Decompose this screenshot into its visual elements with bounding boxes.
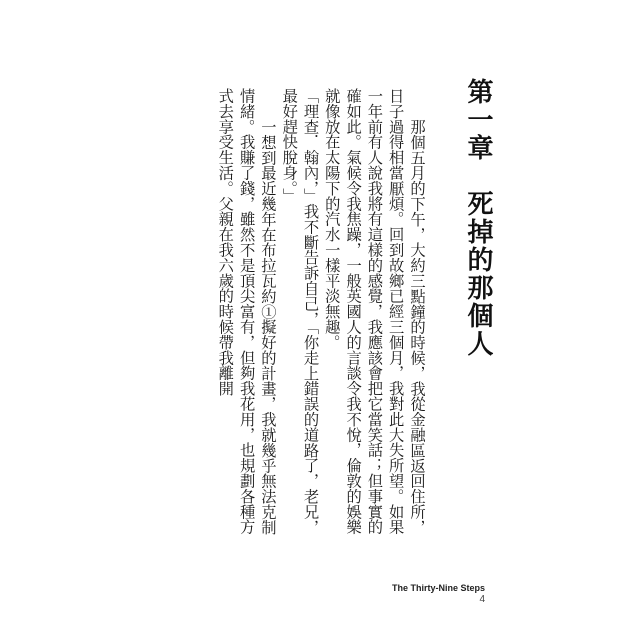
running-footer-book-title: The Thirty-Nine Steps (391, 583, 485, 593)
chapter-title: 第一章 死掉的那個人 (463, 78, 493, 358)
paragraph-2: 「理查．翰內，」我不斷告訴自己，「你走上錯誤的道路了，老兄，最好趕快脫身。」 (280, 88, 320, 535)
paragraph-3: 一想到最近幾年在布拉瓦約①擬好的計畫，我就幾乎無法克制情緒。我賺了錢，雖然不是頂尖富有，但夠我花用，也規劃各種方式去享受生活。父親在我六歲的時候帶我離開 (216, 88, 277, 535)
body-text (214, 88, 427, 548)
paragraph-1: 那個五月的下午，大約三點鐘的時候，我從金融區返回住所，日子過得相當厭煩。回到故鄉已經三個月，我對此大失所望。如果一年前有人說我將有這樣的感覺，我應該會把它當笑話；但事實的確如此。氣候令我焦躁，一般英國人的言談令我不悅，倫敦的娛樂就像放在太陽下的汽水一樣平淡無趣。 (322, 88, 426, 535)
page-number: 4 (479, 594, 485, 605)
